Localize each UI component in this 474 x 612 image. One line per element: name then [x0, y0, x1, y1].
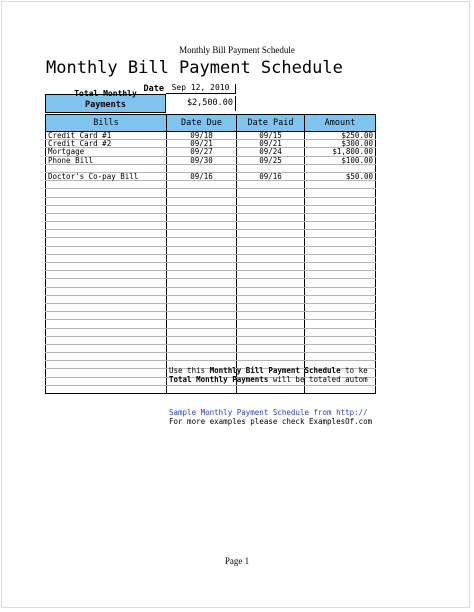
date-due-cell[interactable]: 09/30 [167, 156, 237, 164]
amount-cell[interactable] [305, 328, 376, 336]
amount-cell[interactable] [305, 238, 376, 246]
amount-cell[interactable] [305, 263, 376, 271]
amount-cell[interactable] [305, 254, 376, 262]
date-paid-cell[interactable]: 09/15 [237, 132, 305, 140]
date-due-cell[interactable] [167, 246, 237, 254]
table-row [46, 230, 376, 238]
amount-cell[interactable]: $250.00 [305, 132, 376, 140]
date-paid-cell[interactable] [237, 213, 305, 221]
amount-cell[interactable] [305, 189, 376, 197]
table-row [46, 222, 376, 230]
bill-name-cell[interactable] [46, 361, 167, 369]
date-paid-cell[interactable] [237, 336, 305, 344]
amount-cell[interactable]: $300.00 [305, 140, 376, 148]
bill-name-cell[interactable] [46, 246, 167, 254]
amount-cell[interactable] [305, 271, 376, 279]
amount-cell[interactable] [305, 230, 376, 238]
date-due-cell[interactable] [167, 213, 237, 221]
amount-cell[interactable] [305, 246, 376, 254]
date-due-cell[interactable] [167, 271, 237, 279]
amount-cell[interactable] [305, 197, 376, 205]
table-row [46, 336, 376, 344]
date-paid-cell[interactable] [237, 271, 305, 279]
table-row [46, 312, 376, 320]
bill-name-cell[interactable]: Mortgage [46, 148, 167, 156]
date-due-cell[interactable] [167, 353, 237, 361]
date-paid-cell[interactable]: 09/16 [237, 172, 305, 180]
date-paid-cell[interactable] [237, 246, 305, 254]
date-due-cell[interactable] [167, 181, 237, 189]
table-row [46, 246, 376, 254]
amount-cell[interactable]: $100.00 [305, 156, 376, 164]
date-due-cell[interactable]: 09/18 [167, 132, 237, 140]
instruction-line-2 [169, 375, 375, 384]
table-row [46, 295, 376, 303]
bill-name-cell[interactable] [46, 263, 167, 271]
date-paid-cell[interactable] [237, 205, 305, 213]
amount-cell[interactable] [305, 205, 376, 213]
date-paid-cell[interactable] [237, 238, 305, 246]
table-row [46, 263, 376, 271]
column-header-bills: Bills [46, 115, 167, 132]
bills-table [45, 114, 376, 394]
date-due-cell[interactable] [167, 230, 237, 238]
date-due-cell[interactable] [167, 328, 237, 336]
table-header-row [46, 115, 376, 132]
amount-cell[interactable] [305, 320, 376, 328]
bill-name-cell[interactable] [46, 336, 167, 344]
table-row [46, 303, 376, 311]
amount-cell[interactable] [305, 303, 376, 311]
bill-name-cell[interactable] [46, 344, 167, 352]
date-paid-cell[interactable] [237, 295, 305, 303]
note2-bold: Total Monthly Payments [169, 375, 269, 384]
bill-name-cell[interactable] [46, 377, 167, 385]
amount-cell[interactable] [305, 287, 376, 295]
amount-cell[interactable] [305, 295, 376, 303]
date-due-cell[interactable] [167, 197, 237, 205]
column-header-date-due: Date Due [167, 115, 237, 132]
date-paid-cell[interactable] [237, 328, 305, 336]
date-paid-cell[interactable]: 09/21 [237, 140, 305, 148]
instruction-line-1 [169, 366, 375, 375]
bill-name-cell[interactable] [46, 213, 167, 221]
total-label: Payments [85, 100, 126, 110]
column-header-date-paid: Date Paid [237, 115, 305, 132]
bill-name-cell[interactable] [46, 369, 167, 377]
amount-cell[interactable] [305, 344, 376, 352]
date-due-cell[interactable] [167, 320, 237, 328]
date-paid-cell[interactable] [237, 197, 305, 205]
amount-cell[interactable] [305, 279, 376, 287]
total-payments-value[interactable]: $2,500.00 [166, 96, 236, 111]
table-row [46, 279, 376, 287]
date-due-cell[interactable] [167, 336, 237, 344]
amount-cell[interactable] [305, 353, 376, 361]
bill-name-cell[interactable]: Credit Card #1 [46, 132, 167, 140]
date-paid-cell[interactable] [237, 254, 305, 262]
table-row [46, 189, 376, 197]
date-due-cell[interactable]: 09/27 [167, 148, 237, 156]
bill-name-cell[interactable] [46, 328, 167, 336]
date-due-cell[interactable] [167, 287, 237, 295]
table-row [46, 385, 376, 393]
table-row [46, 271, 376, 279]
column-header-amount: Amount [305, 115, 376, 132]
table-row [46, 344, 376, 352]
bill-name-cell[interactable] [46, 295, 167, 303]
bill-name-cell[interactable] [46, 271, 167, 279]
amount-cell[interactable] [305, 385, 376, 393]
amount-cell[interactable]: $50.00 [305, 172, 376, 180]
bill-name-cell[interactable] [46, 189, 167, 197]
page-title: Monthly Bill Payment Schedule [46, 58, 343, 78]
date-due-cell[interactable] [167, 312, 237, 320]
date-due-cell[interactable]: 09/16 [167, 172, 237, 180]
amount-cell[interactable] [305, 213, 376, 221]
date-due-cell[interactable]: 09/21 [167, 140, 237, 148]
date-due-cell[interactable] [167, 279, 237, 287]
note1-pre: Use this [169, 366, 210, 375]
amount-cell[interactable] [305, 222, 376, 230]
amount-cell[interactable] [305, 312, 376, 320]
date-due-cell[interactable] [167, 238, 237, 246]
bill-name-cell[interactable] [46, 312, 167, 320]
date-due-cell[interactable] [167, 263, 237, 271]
date-paid-cell[interactable] [237, 189, 305, 197]
bill-name-cell[interactable] [46, 181, 167, 189]
bill-name-cell[interactable] [46, 205, 167, 213]
date-paid-cell[interactable] [237, 263, 305, 271]
bill-name-cell[interactable] [46, 287, 167, 295]
table-row [46, 353, 376, 361]
date-paid-cell[interactable]: 09/24 [237, 148, 305, 156]
bill-name-cell[interactable]: Credit Card #2 [46, 140, 167, 148]
bill-name-cell[interactable] [46, 238, 167, 246]
date-paid-cell[interactable] [237, 287, 305, 295]
bill-name-cell[interactable]: Phone Bill [46, 156, 167, 164]
date-paid-cell[interactable] [237, 181, 305, 189]
date-paid-cell[interactable] [237, 353, 305, 361]
bill-name-cell[interactable] [46, 197, 167, 205]
date-paid-cell[interactable] [237, 312, 305, 320]
date-due-cell[interactable] [167, 385, 237, 393]
table-row [46, 181, 376, 189]
more-examples-text: For more examples please check ExamplesOf.com [169, 417, 373, 426]
note2-post: will be totaled autom [268, 375, 368, 384]
table-row [46, 287, 376, 295]
date-paid-cell[interactable]: 09/25 [237, 156, 305, 164]
bill-name-cell[interactable]: Doctor's Co-pay Bill [46, 172, 167, 180]
table-row [46, 172, 376, 180]
date-due-cell[interactable] [167, 295, 237, 303]
date-due-cell[interactable] [167, 189, 237, 197]
table-row [46, 320, 376, 328]
table-row [46, 156, 376, 164]
table-row [46, 205, 376, 213]
amount-cell[interactable] [305, 336, 376, 344]
bill-name-cell[interactable] [46, 230, 167, 238]
amount-cell[interactable] [305, 181, 376, 189]
bill-name-cell[interactable] [46, 222, 167, 230]
total-label-top: Total Monthly [74, 89, 137, 98]
date-due-cell[interactable] [167, 205, 237, 213]
date-label: Date [143, 84, 164, 94]
date-paid-cell[interactable] [237, 279, 305, 287]
date-paid-cell[interactable] [237, 303, 305, 311]
date-due-cell[interactable] [167, 222, 237, 230]
bill-name-cell[interactable] [46, 279, 167, 287]
date-due-cell[interactable] [167, 344, 237, 352]
note1-post: to ke [340, 366, 368, 375]
table-row [46, 148, 376, 156]
date-due-cell[interactable] [167, 254, 237, 262]
date-paid-cell[interactable] [237, 222, 305, 230]
bill-name-cell[interactable] [46, 320, 167, 328]
table-row [46, 254, 376, 262]
date-paid-cell[interactable] [237, 320, 305, 328]
table-row [46, 197, 376, 205]
date-due-cell[interactable] [167, 303, 237, 311]
date-value[interactable]: Sep 12, 2010 [166, 84, 236, 94]
header-title: Monthly Bill Payment Schedule [179, 45, 295, 55]
table-row [46, 328, 376, 336]
note1-bold: Monthly Bill Payment Schedule [209, 366, 341, 375]
amount-cell[interactable]: $1,800.00 [305, 148, 376, 156]
bill-name-cell[interactable] [46, 385, 167, 393]
date-paid-cell[interactable] [237, 230, 305, 238]
table-row [46, 213, 376, 221]
page-number: Page 1 [224, 556, 250, 566]
table-row [46, 238, 376, 246]
date-paid-cell[interactable] [237, 344, 305, 352]
sample-link[interactable]: Sample Monthly Payment Schedule from http:// [169, 408, 368, 417]
bill-name-cell[interactable] [46, 353, 167, 361]
bill-name-cell[interactable] [46, 303, 167, 311]
date-paid-cell[interactable] [237, 385, 305, 393]
bill-name-cell[interactable] [46, 254, 167, 262]
